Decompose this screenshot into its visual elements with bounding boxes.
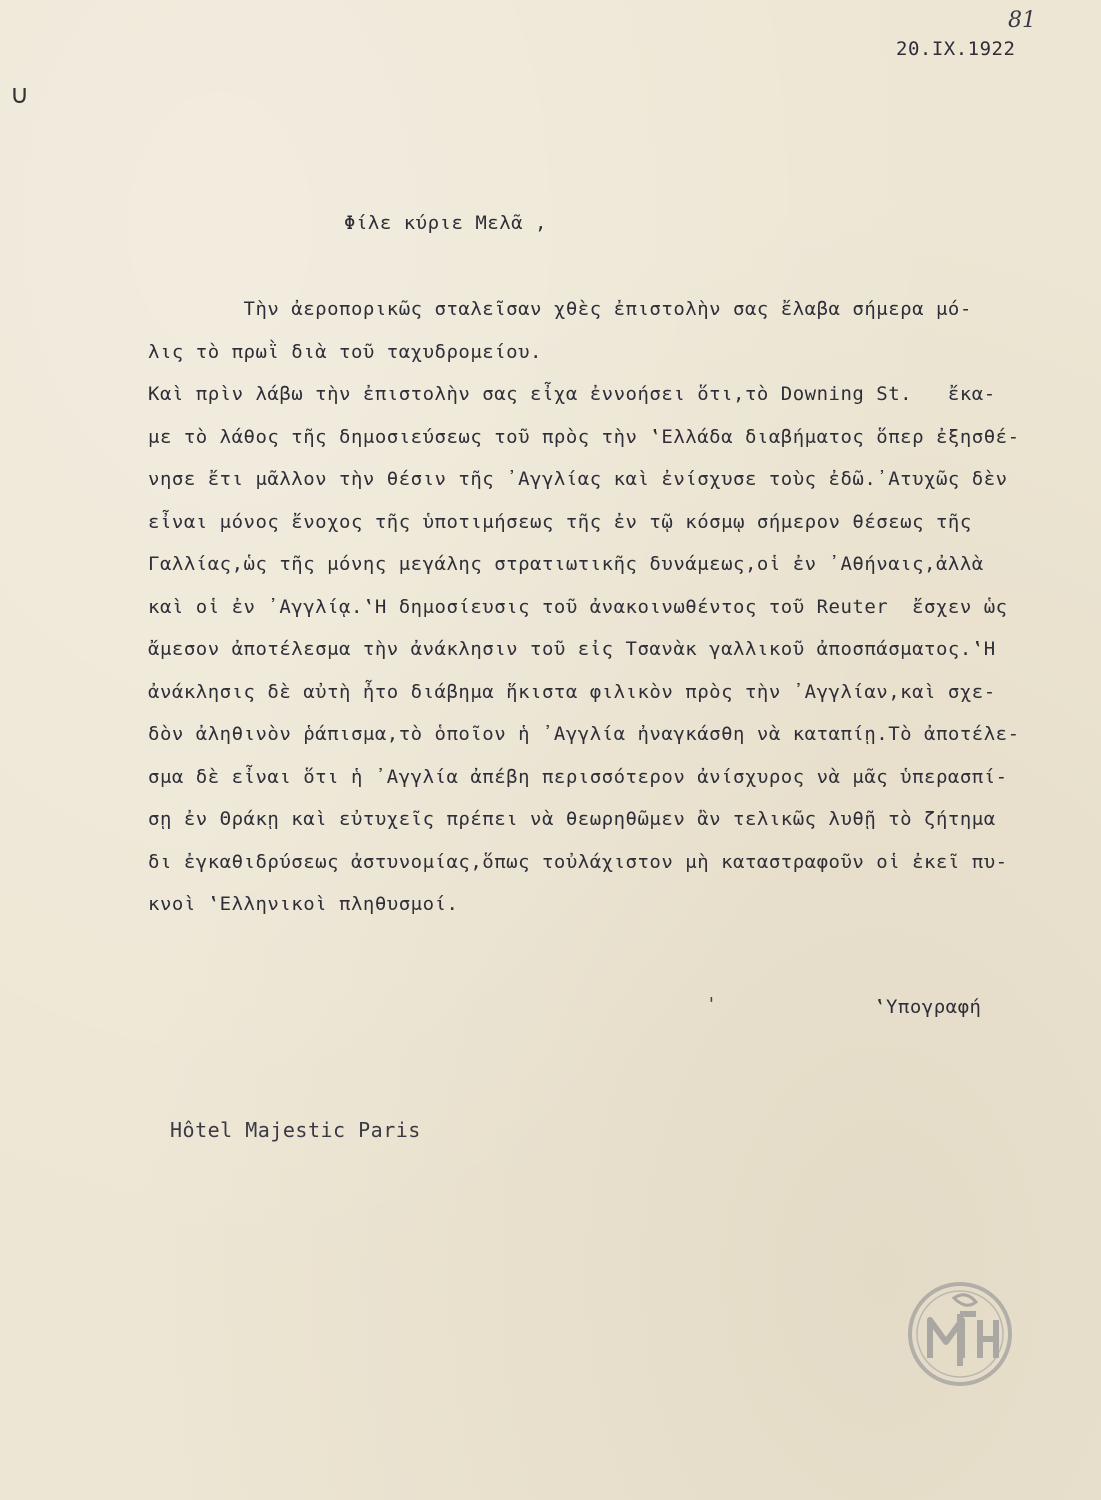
body-line: Τὴν ἀεροπορικῶς σταλεῖσαν χθὲς ἐπιστολὴν σας ἔλαβα σήμερα μό- — [148, 298, 972, 320]
body-line: εἶναι μόνος ἔνοχος τῆς ὑποτιμήσεως τῆς ἐν τῷ κόσμῳ σήμερον θέσεως τῆς — [148, 510, 972, 533]
letter-date: 20.IX.1922 — [896, 38, 1016, 60]
body-line: Καὶ πρὶν λάβω τὴν ἐπιστολὴν σας εἶχα ἐννοήσει ὅτι,τὸ Downing St. ἔκα- — [148, 383, 996, 405]
body-line: ἄμεσον ἀποτέλεσμα τὴν ἀνάκλησιν τοῦ εἰς Τσανὰκ γαλλικοῦ ἀποσπάσματος.‛Η — [148, 638, 996, 660]
salutation: Φίλε κύριε Μελᾶ , — [344, 212, 547, 234]
hotel-address: Hôtel Majestic Paris — [170, 1118, 421, 1142]
letter-body — [148, 288, 1088, 926]
body-line: Γαλλίας,ὡς τῆς μόνης μεγάλης στρατιωτικῆς δυνάμεως,οἱ ἐν ᾽Αθήναις,ἀλλὰ — [148, 553, 984, 575]
body-line: λις τὸ πρωῒ διὰ τοῦ ταχυδρομείου. — [148, 340, 542, 363]
signature: ‛Υπογραφή — [874, 996, 982, 1018]
body-line: σῃ ἐν Θράκῃ καὶ εὐτυχεῖς πρέπει νὰ θεωρηθῶμεν ἂν τελικῶς λυθῇ τὸ ζήτημα — [148, 808, 996, 830]
body-line: νησε ἔτι μᾶλλον τὴν θέσιν τῆς ᾽Αγγλίας καὶ ἐνίσχυσε τοὺς ἐδῶ.᾽Ατυχῶς δὲν — [148, 468, 1008, 490]
stray-mark: ' — [706, 994, 718, 1015]
body-line: κνοὶ ‛Ελληνικοὶ πληθυσμοί. — [148, 893, 459, 915]
body-line: ἀνάκλησις δὲ αὐτὴ ἦτο διάβημα ἥκιστα φιλικὸν πρὸς τὴν ᾽Αγγλίαν,καὶ σχε- — [148, 680, 996, 703]
body-line: δι ἐγκαθιδρύσεως ἀστυνομίας,ὅπως τοὐλάχιστον μὴ καταστραφοῦν οἱ ἐκεῖ πυ- — [148, 850, 1008, 873]
body-line: σμα δὲ εἶναι ὅτι ἡ ᾽Αγγλία ἀπέβη περισσότερον ἀνίσχυρος νὰ μᾶς ὑπερασπί- — [148, 765, 1008, 788]
body-line: καὶ οἱ ἐν ᾽Αγγλίᾳ.‛Η δημοσίευσις τοῦ ἀνακοινωθέντος τοῦ Reuter ἔσχεν ὡς — [148, 595, 1008, 618]
body-line: δὸν ἀληθινὸν ῥάπισμα,τὸ ὁποῖον ἡ ᾽Αγγλία ἠναγκάσθη νὰ καταπίῃ.Τὸ ἀποτέλε- — [148, 723, 1020, 745]
page-number: 81 — [1008, 8, 1036, 33]
archive-seal-icon — [906, 1280, 1014, 1388]
corner-pencil-mark: ∪ — [10, 80, 30, 110]
body-line: με τὸ λάθος τῆς δημοσιεύσεως τοῦ πρὸς τὴν ‛Ελλάδα διαβήματος ὅπερ ἐξησθέ- — [148, 425, 1020, 448]
